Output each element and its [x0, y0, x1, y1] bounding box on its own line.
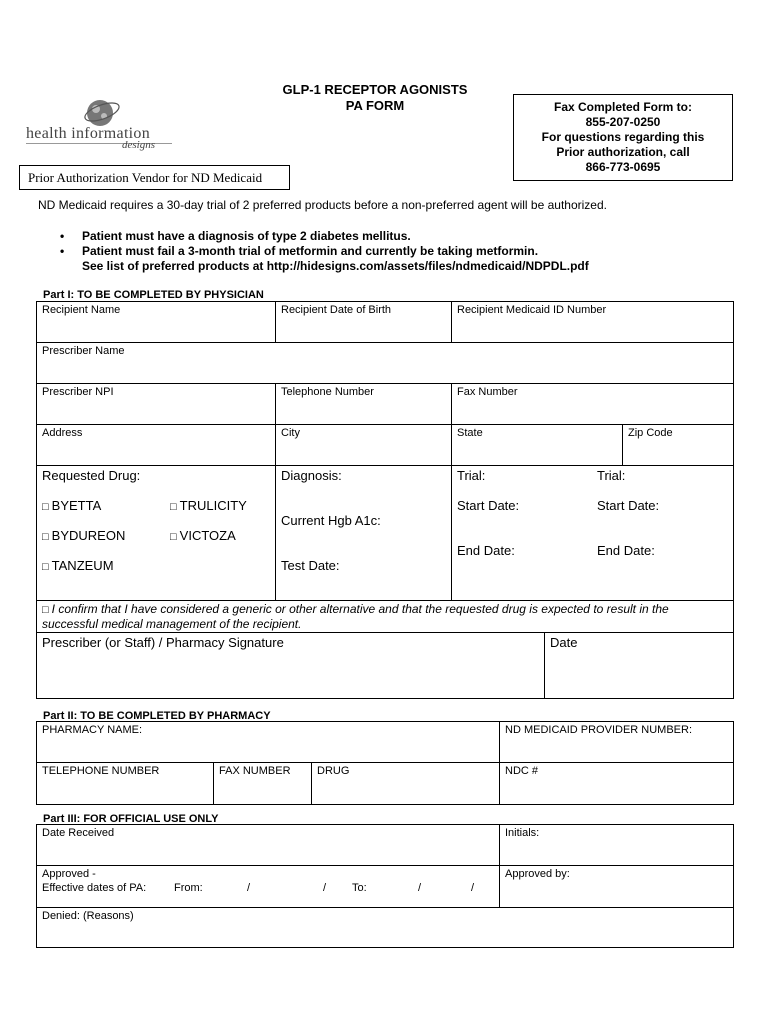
logo-main-text: health information: [26, 125, 151, 142]
fax-line-1: Fax Completed Form to:: [553, 100, 692, 114]
end-date-1-label: End Date:: [457, 543, 515, 558]
state-field[interactable]: State: [452, 425, 623, 466]
title-line-2: PA FORM: [345, 98, 405, 113]
prescriber-npi-field[interactable]: Prescriber NPI: [37, 384, 276, 425]
recipient-name-field[interactable]: Recipient Name: [37, 302, 276, 343]
date-separator: /: [471, 882, 475, 894]
to-label: To:: [352, 882, 367, 894]
bullet-list: [56, 229, 589, 274]
pharmacy-telephone-field[interactable]: TELEPHONE NUMBER: [37, 763, 214, 805]
fax-box: [513, 94, 733, 181]
drug-option-trulicity[interactable]: □ TRULICITY: [170, 498, 247, 513]
bullet-item: • Patient must fail a 3-month trial of metformin and currently be taking metformin.: [60, 244, 539, 258]
requested-drug-section: [37, 466, 276, 601]
date-separator: /: [323, 882, 327, 894]
drug-field[interactable]: DRUG: [312, 763, 500, 805]
recipient-dob-field[interactable]: Recipient Date of Birth: [276, 302, 452, 343]
bullet-item: • Patient must have a diagnosis of type 2 diabetes mellitus.: [60, 229, 411, 243]
form-title: [250, 82, 500, 114]
requested-drug-label: Requested Drug:: [42, 468, 141, 483]
checkbox-icon[interactable]: □: [42, 604, 49, 616]
recipient-id-field[interactable]: Recipient Medicaid ID Number: [452, 302, 734, 343]
part3-table: [36, 824, 734, 948]
signature-field[interactable]: Prescriber (or Staff) / Pharmacy Signature: [37, 633, 545, 699]
part2-table: [36, 721, 734, 805]
test-date-label: Test Date:: [281, 558, 340, 573]
address-field[interactable]: Address: [37, 425, 276, 466]
checkbox-icon[interactable]: □: [42, 561, 49, 573]
hgb-label: Current Hgb A1c:: [281, 513, 381, 528]
part3-heading: Part III: FOR OFFICIAL USE ONLY: [43, 813, 219, 825]
part1-heading: Part I: TO BE COMPLETED BY PHYSICIAN: [43, 289, 264, 301]
start-date-2-label: Start Date:: [597, 498, 660, 513]
effective-dates-label: Effective dates of PA:: [42, 882, 147, 894]
approved-by-field[interactable]: Approved by:: [500, 866, 734, 908]
logo-sub-text: designs: [122, 139, 155, 151]
trial-section[interactable]: [452, 466, 734, 601]
checkbox-icon[interactable]: □: [170, 531, 177, 543]
checkbox-icon[interactable]: □: [42, 501, 49, 513]
approved-section[interactable]: [37, 866, 500, 908]
telephone-field[interactable]: Telephone Number: [276, 384, 452, 425]
from-label: From:: [174, 882, 203, 894]
initials-field[interactable]: Initials:: [500, 825, 734, 866]
date-field[interactable]: Date: [545, 633, 734, 699]
trial-2-label: Trial:: [597, 468, 626, 483]
pharmacy-name-field[interactable]: PHARMACY NAME:: [37, 722, 500, 763]
drug-option-byetta[interactable]: □ BYETTA: [42, 498, 102, 513]
drug-option-tanzeum[interactable]: □ TANZEUM: [42, 558, 114, 573]
vendor-box: Prior Authorization Vendor for ND Medicaid: [19, 165, 290, 190]
part2-heading: Part II: TO BE COMPLETED BY PHARMACY: [43, 710, 271, 722]
fax-field[interactable]: Fax Number: [452, 384, 734, 425]
end-date-2-label: End Date:: [597, 543, 655, 558]
confirm-statement[interactable]: □ I confirm that I have considered a generic or other alternative and that the requested drug is expected to result in the successful medical management of the recipient.: [37, 601, 734, 633]
denied-reasons-field[interactable]: Denied: (Reasons): [37, 908, 734, 948]
part1-table: [36, 301, 734, 699]
checkbox-icon[interactable]: □: [170, 501, 177, 513]
start-date-1-label: Start Date:: [457, 498, 520, 513]
intro-text: ND Medicaid requires a 30-day trial of 2 preferred products before a non-preferred agent will be authorized.: [38, 198, 607, 212]
fax-number: 855-207-0250: [585, 115, 661, 129]
title-line-1: GLP-1 RECEPTOR AGONISTS: [282, 82, 468, 97]
ndc-field[interactable]: NDC #: [500, 763, 734, 805]
pharmacy-fax-field[interactable]: FAX NUMBER: [214, 763, 312, 805]
city-field[interactable]: City: [276, 425, 452, 466]
drug-option-victoza[interactable]: □ VICTOZA: [170, 528, 236, 543]
trial-1-label: Trial:: [457, 468, 486, 483]
provider-number-field[interactable]: ND MEDICAID PROVIDER NUMBER:: [500, 722, 734, 763]
bullet-note: See list of preferred products at http://hidesigns.com/assets/files/ndmedicaid/NDPDL.pdf: [82, 259, 589, 273]
prescriber-name-field[interactable]: Prescriber Name: [37, 343, 734, 384]
diagnosis-label: Diagnosis:: [281, 468, 342, 483]
date-received-field[interactable]: Date Received: [37, 825, 500, 866]
logo: [22, 95, 182, 155]
diagnosis-section[interactable]: [276, 466, 452, 601]
fax-line-4: Prior authorization, call: [556, 145, 690, 159]
date-separator: /: [418, 882, 422, 894]
phone-number: 866-773-0695: [585, 160, 661, 174]
approved-label: Approved -: [42, 868, 96, 880]
fax-line-3: For questions regarding this: [541, 130, 705, 144]
date-separator: /: [247, 882, 251, 894]
drug-option-bydureon[interactable]: □ BYDUREON: [42, 528, 126, 543]
zip-field[interactable]: Zip Code: [623, 425, 734, 466]
checkbox-icon[interactable]: □: [42, 531, 49, 543]
